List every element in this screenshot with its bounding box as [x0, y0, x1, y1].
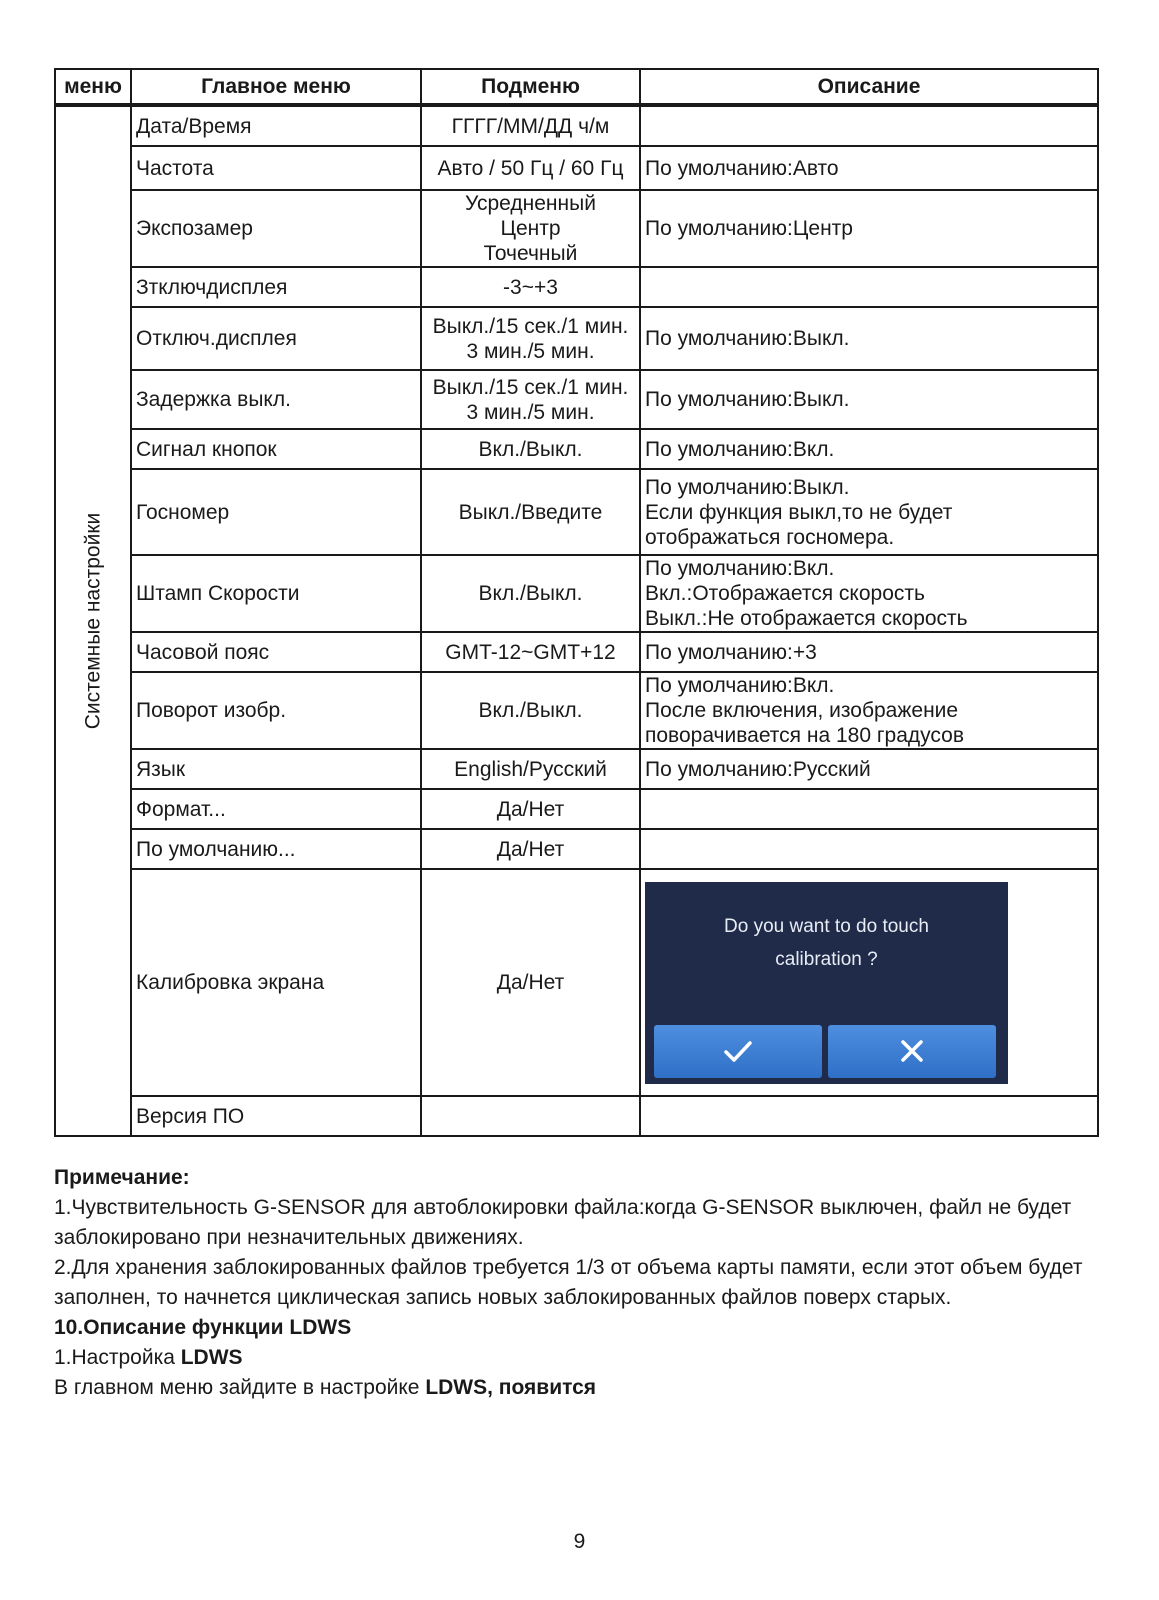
description-cell — [640, 370, 1098, 429]
menu-category-cell — [55, 105, 131, 1136]
description-cell — [640, 105, 1098, 146]
table-row — [55, 672, 1098, 749]
header-description: Описание — [640, 69, 1098, 105]
description-cell — [640, 307, 1098, 370]
description-cell — [640, 267, 1098, 307]
submenu-cell — [421, 307, 640, 370]
table-row — [55, 632, 1098, 672]
main-menu-cell: Часовой пояс — [131, 632, 421, 672]
submenu-cell — [421, 555, 640, 632]
description-cell — [640, 1096, 1098, 1136]
description-cell — [640, 429, 1098, 469]
description-cell — [640, 672, 1098, 749]
table-row — [55, 146, 1098, 190]
submenu-cell — [421, 267, 640, 307]
instruction-bold: LDWS, появится — [425, 1376, 597, 1399]
table-row — [55, 307, 1098, 370]
submenu-option: ГГГГ/ММ/ДД ч/м — [451, 114, 610, 138]
main-menu-cell: Калибровка экрана — [131, 869, 421, 1096]
submenu-option: Центр — [500, 217, 561, 240]
description-line: По умолчанию:Выкл. — [645, 475, 850, 499]
submenu-option: Да/Нет — [496, 837, 565, 861]
notes-heading: Примечание: — [54, 1166, 190, 1189]
description-cell — [640, 632, 1098, 672]
page-number: 9 — [573, 1530, 586, 1553]
description-line: Вкл.:Отображается скорость — [645, 582, 925, 605]
submenu-option: Да/Нет — [496, 797, 565, 821]
submenu-option: Вкл./Выкл. — [478, 582, 583, 605]
description-cell — [640, 146, 1098, 190]
main-menu-cell: Зтключдисплея — [131, 267, 421, 307]
table-row — [55, 829, 1098, 869]
description-line: По умолчанию:Центр — [645, 217, 853, 240]
submenu-cell — [421, 749, 640, 789]
submenu-cell — [421, 429, 640, 469]
calibration-dialog — [645, 882, 1008, 1084]
description-cell — [640, 789, 1098, 829]
note-2: 2.Для хранения заблокированных файлов требуется 1/3 от объема карты памяти, если этот объем будет заполнен, то начнется циклическая запись новых заблокированных файлов поверх старых. — [54, 1256, 1083, 1309]
main-menu-cell: Формат... — [131, 789, 421, 829]
main-menu-cell: Задержка выкл. — [131, 370, 421, 429]
calibration-prompt — [645, 910, 1008, 976]
submenu-cell — [421, 105, 640, 146]
submenu-option: GMT-12~GMT+12 — [445, 640, 616, 664]
submenu-option: Усредненный — [465, 192, 596, 215]
description-line: По умолчанию:Русский — [645, 757, 871, 781]
submenu-cell — [421, 789, 640, 829]
calibration-prompt-line: calibration ? — [775, 948, 878, 970]
description-line: отображаться госномера. — [645, 525, 895, 549]
description-cell — [640, 190, 1098, 267]
submenu-option: Выкл./15 сек./1 мин. — [432, 314, 629, 338]
table-row — [55, 789, 1098, 829]
confirm-calibration-button[interactable] — [654, 1025, 822, 1078]
settings-table — [54, 68, 1099, 1137]
submenu-cell — [421, 1096, 640, 1136]
cancel-calibration-button[interactable] — [828, 1025, 996, 1078]
submenu-option: 3 мин./5 мин. — [466, 400, 595, 424]
table-row — [55, 869, 1098, 1096]
instruction-line — [54, 1373, 1104, 1403]
submenu-option: Выкл./15 сек./1 мин. — [432, 375, 629, 399]
header-menu: меню — [55, 69, 131, 105]
table-row — [55, 469, 1098, 555]
description-line: поворачивается на 180 градусов — [645, 724, 964, 747]
submenu-option: Точечный — [483, 242, 578, 265]
submenu-option: Вкл./Выкл. — [478, 699, 583, 722]
submenu-cell — [421, 190, 640, 267]
submenu-cell — [421, 632, 640, 672]
check-icon — [720, 1033, 756, 1069]
main-menu-cell: По умолчанию... — [131, 829, 421, 869]
description-cell — [640, 555, 1098, 632]
description-line: По умолчанию:Вкл. — [645, 437, 835, 461]
table-body — [55, 105, 1098, 1136]
setup-prefix: 1.Настройка — [54, 1346, 181, 1369]
setup-bold: LDWS — [180, 1346, 243, 1369]
submenu-cell — [421, 869, 640, 1096]
description-line: По умолчанию:Вкл. — [645, 557, 835, 580]
main-menu-cell: Госномер — [131, 469, 421, 555]
header-main-menu: Главное меню — [131, 69, 421, 105]
main-menu-cell: Версия ПО — [131, 1096, 421, 1136]
submenu-cell — [421, 146, 640, 190]
submenu-option: -3~+3 — [503, 275, 558, 299]
description-cell — [640, 869, 1098, 1096]
main-menu-cell: Частота — [131, 146, 421, 190]
description-line: После включения, изображение — [645, 699, 959, 722]
table-row — [55, 555, 1098, 632]
calibration-prompt-line: Do you want to do touch — [724, 915, 929, 937]
table-row — [55, 267, 1098, 307]
description-cell — [640, 469, 1098, 555]
close-icon — [894, 1033, 930, 1069]
description-line: По умолчанию:Вкл. — [645, 674, 835, 697]
note-1: 1.Чувствительность G-SENSOR для автоблокировки файла:когда G-SENSOR выключен, файл не будет заблокировано при незначительных движениях. — [54, 1196, 1072, 1249]
main-menu-cell: Отключ.дисплея — [131, 307, 421, 370]
main-menu-cell: Сигнал кнопок — [131, 429, 421, 469]
description-line: Выкл.:Не отображается скорость — [645, 607, 968, 630]
table-row — [55, 429, 1098, 469]
submenu-cell — [421, 469, 640, 555]
description-cell — [640, 749, 1098, 789]
table-header-row — [55, 69, 1098, 105]
table-row — [55, 1096, 1098, 1136]
description-line: По умолчанию:Выкл. — [645, 327, 850, 350]
notes-section — [54, 1163, 1104, 1403]
submenu-option: Да/Нет — [496, 971, 565, 994]
table-row — [55, 749, 1098, 789]
instruction-prefix: В главном меню зайдите в настройке — [54, 1376, 426, 1399]
description-line: Если функция выкл,то не будет — [645, 500, 953, 524]
menu-category-label: Системные настройки — [81, 512, 105, 730]
submenu-option: Выкл./Введите — [458, 500, 603, 524]
submenu-cell — [421, 672, 640, 749]
submenu-cell — [421, 370, 640, 429]
main-menu-cell: Штамп Скорости — [131, 555, 421, 632]
submenu-option: Авто / 50 Гц / 60 Гц — [437, 156, 624, 180]
main-menu-cell: Дата/Время — [131, 105, 421, 146]
main-menu-cell: Экспозамер — [131, 190, 421, 267]
description-line: По умолчанию:+3 — [645, 640, 817, 664]
submenu-option: English/Русский — [454, 757, 607, 781]
table-row — [55, 370, 1098, 429]
description-cell — [640, 829, 1098, 869]
main-menu-cell: Поворот изобр. — [131, 672, 421, 749]
header-submenu: Подменю — [421, 69, 640, 105]
main-menu-cell: Язык — [131, 749, 421, 789]
submenu-option: Вкл./Выкл. — [478, 437, 583, 461]
submenu-cell — [421, 829, 640, 869]
table-row — [55, 190, 1098, 267]
description-line: По умолчанию:Авто — [645, 156, 839, 180]
setup-line — [54, 1343, 1104, 1373]
submenu-option: 3 мин./5 мин. — [466, 339, 595, 363]
description-line: По умолчанию:Выкл. — [645, 388, 850, 411]
table-row — [55, 105, 1098, 146]
section-title: 10.Описание функции LDWS — [54, 1316, 352, 1339]
